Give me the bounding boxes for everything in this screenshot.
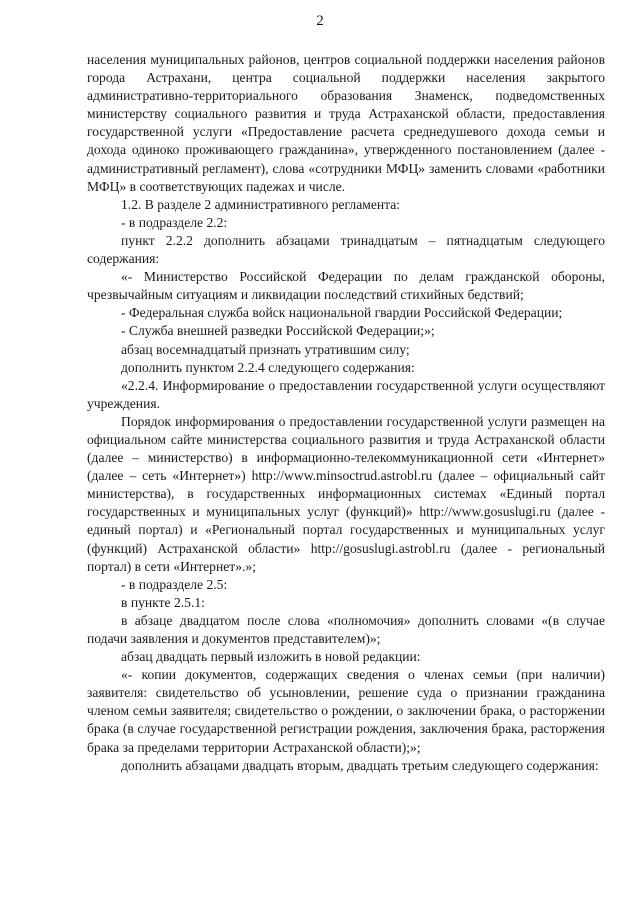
paragraph-svr: - Служба внешней разведки Российской Федерации;»; [121, 323, 435, 339]
paragraph-intro-continuation: населения муниципальных районов, центров социальной поддержки населения районов города Астрахани, центра социальной поддержки населения закрытого административно-территориального образования Знаменск, подведомственных министерству социального развития и труда Астраханской области, предоставления государственной услуги «Предоставление расчета среднедушевого дохода семьи и дохода одиноко проживающего гражданина», утвержденного постановлением (далее - административный регламент), слова «сотрудники МФЦ» заменить словами «работники МФЦ» в соответствующих падежах и числе. [87, 52, 605, 194]
paragraph-subsection-2-5: - в подразделе 2.5: [121, 576, 228, 592]
paragraph-abzac-20: в абзаце двадцатом после слова «полномочия» дополнить словами «(в случае подачи заявления и документов представителем)»; [87, 612, 605, 646]
page-number: 2 [316, 13, 324, 29]
paragraph-point-2-5-1: в пункте 2.5.1: [121, 594, 205, 610]
paragraph-section-2-heading: 1.2. В разделе 2 административного регламента: [121, 196, 401, 212]
paragraph-add-point-2-2-4: дополнить пунктом 2.2.4 следующего содержания: [121, 359, 415, 375]
paragraph-abzac-18: абзац восемнадцатый признать утратившим силу; [121, 341, 410, 357]
paragraph-rosgvardia: - Федеральная служба войск национальной гвардии Российской Федерации; [121, 305, 563, 321]
document-body [87, 51, 605, 775]
paragraph-2-2-4: «2.2.4. Информирование о предоставлении государственной услуги осуществляют учреждения. [87, 377, 605, 411]
paragraph-subsection-2-2: - в подразделе 2.2: [121, 214, 228, 230]
paragraph-add-abzac-22-23: дополнить абзацами двадцать вторым, двадцать третьим следующего содержания: [121, 757, 599, 773]
paragraph-abzac-21: абзац двадцать первый изложить в новой редакции: [121, 649, 421, 665]
paragraph-informing-order: Порядок информирования о предоставлении государственной услуги размещен на официальном сайте министерства социального развития и труда Астраханской области (далее – министерство) в информационно-телекоммуникационной сети «Интернет» (далее – сеть «Интернет») http://www.minsoctrud.astrobl.ru (далее – официальный сайт министерства), в государственных информационных системах «Единый портал государственных и муниципальных услуг (функций)» http://www.gosuslugi.ru (далее - единый портал) и «Региональный портал государственных и муниципальных услуг (функций) Астраханской области» http://gosuslugi.astrobl.ru (далее - региональный портал) в сети «Интернет».»; [87, 413, 605, 574]
paragraph-mchs: «- Министерство Российской Федерации по делам гражданской обороны, чрезвычайным ситуациям и ликвидации последствий стихийных бедствий; [87, 269, 605, 303]
paragraph-point-2-2-2: пункт 2.2.2 дополнить абзацами тринадцатым – пятнадцатым следующего содержания: [87, 232, 605, 267]
paragraph-document-copies: «- копии документов, содержащих сведения о членах семьи (при наличии) заявителя: свидетельство об усыновлении, решение суда о признании гражданина членом семьи заявителя; свидетельство о рождении, о заключении брака, о расторжении брака (в случае государственной регистрации рождения, заключения брака, расторжения брака за пределами территории Астраханской области);»; [87, 667, 605, 755]
